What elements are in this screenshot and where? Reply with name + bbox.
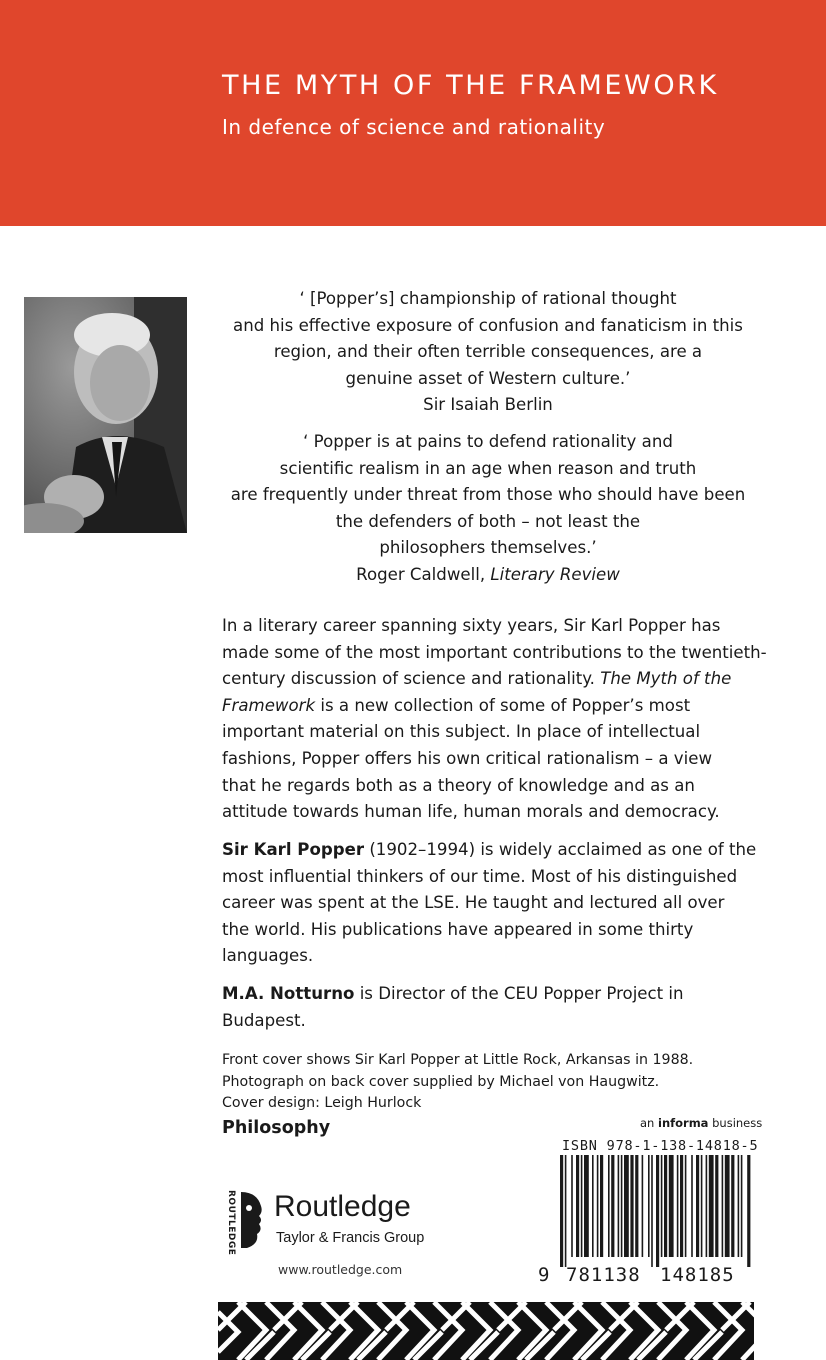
barcode-bar [731, 1155, 734, 1257]
barcode-bar [608, 1155, 610, 1257]
barcode-bar [747, 1155, 750, 1267]
review-quotes [222, 286, 754, 589]
informa-brand: informa [658, 1116, 709, 1130]
text-line: most influential thinkers of our time. Most of his distinguished [222, 866, 738, 886]
quote-caldwell [222, 429, 754, 589]
barcode-bar [661, 1155, 663, 1257]
text-line [222, 666, 762, 693]
publisher-url: www.routledge.com [278, 1262, 403, 1277]
barcode-bar [709, 1155, 714, 1257]
text-run: is a new collection of some of Popper’s most [315, 695, 691, 715]
quote-line: and his effective exposure of confusion and fanaticism in this [233, 315, 743, 335]
barcode-bar [680, 1155, 683, 1257]
author-portrait [24, 297, 187, 533]
quote-line: scientific realism in an age when reason and truth [279, 458, 697, 478]
barcode-bar [560, 1155, 563, 1267]
barcode-bar [685, 1155, 687, 1257]
text-run: is Director of the CEU Popper Project in [354, 984, 684, 1003]
barcode-bar [722, 1155, 724, 1257]
barcode-bars [560, 1155, 750, 1267]
book-subtitle: In defence of science and rationality [222, 115, 606, 139]
subject-category: Philosophy [222, 1118, 331, 1138]
author-bio-popper [222, 837, 762, 970]
zigzag-pattern-icon [218, 1302, 754, 1360]
text-line [222, 981, 762, 1008]
text-line: career was spent at the LSE. He taught and lectured all over [222, 893, 725, 913]
publisher-logo [220, 1190, 460, 1280]
barcode-bar [630, 1155, 633, 1257]
isbn-barcode [536, 1155, 758, 1285]
book-title-italic: Framework [222, 695, 316, 715]
informa-suffix: business [708, 1116, 763, 1130]
barcode-bar [642, 1155, 644, 1257]
barcode-bar [741, 1155, 743, 1257]
text-line: made some of the most important contributions to the twentieth- [222, 642, 767, 662]
informa-tagline [640, 1116, 762, 1130]
barcode-digits-left: 781138 [566, 1264, 641, 1285]
text-line: that he regards both as a theory of knowledge and as an [222, 775, 695, 795]
book-description [222, 613, 767, 826]
barcode-bar [656, 1155, 659, 1267]
cover-header [0, 0, 826, 226]
quote-berlin [222, 286, 754, 419]
quote-line: the defenders of both – not least the [335, 511, 641, 531]
cover-credits [222, 1050, 762, 1115]
barcode-bar [738, 1155, 740, 1257]
barcode-first-digit: 9 [538, 1264, 550, 1285]
editor-bio-notturno [222, 981, 762, 1034]
barcode-bar [651, 1155, 653, 1267]
quote-line: philosophers themselves.’ [379, 538, 597, 558]
barcode-bar [621, 1155, 623, 1257]
text-line [222, 837, 762, 864]
quote-source: Literary Review [490, 564, 620, 584]
quote-author [222, 562, 754, 589]
informa-prefix: an [640, 1116, 658, 1130]
barcode-bar [706, 1155, 708, 1257]
publisher-name: Routledge [274, 1190, 411, 1223]
barcode-bar [648, 1155, 650, 1257]
barcode-bar [701, 1155, 703, 1257]
routledge-head-icon [237, 1190, 265, 1250]
barcode-bar [611, 1155, 614, 1257]
barcode-bar [597, 1155, 599, 1257]
barcode-bar [581, 1155, 583, 1257]
barcode-bar [696, 1155, 699, 1257]
isbn-label: ISBN 978-1-138-14818-5 [562, 1138, 759, 1154]
credit-line: Photograph on back cover supplied by Michael von Haugwitz. [222, 1073, 660, 1090]
quote-author: Sir Isaiah Berlin [423, 395, 553, 415]
barcode-bar [584, 1155, 589, 1257]
publisher-vertical-name: ROUTLEDGE [226, 1190, 236, 1256]
text-line: the world. His publications have appeared in some thirty [222, 919, 694, 939]
barcode-bar [618, 1155, 620, 1257]
barcode-bar [576, 1155, 579, 1257]
text-line: fashions, Popper offers his own critical rationalism – a view [222, 748, 713, 768]
quote-line: ‘ Popper is at pains to defend rationality and [303, 431, 673, 451]
barcode-bar [715, 1155, 718, 1257]
text-run: century discussion of science and rationality. [222, 669, 601, 689]
barcode-bar [691, 1155, 693, 1257]
barcode-digits-right: 148185 [660, 1264, 735, 1285]
text-line: languages. [222, 946, 314, 966]
credit-line: Front cover shows Sir Karl Popper at Little Rock, Arkansas in 1988. [222, 1052, 694, 1068]
text-line: In a literary career spanning sixty years, Sir Karl Popper has [222, 616, 721, 635]
editor-name: M.A. Notturno [222, 984, 355, 1003]
barcode-bar [635, 1155, 638, 1257]
decorative-pattern [218, 1302, 754, 1360]
barcode-bar [664, 1155, 667, 1257]
barcode-bar [624, 1155, 629, 1257]
book-title: THE MYTH OF THE FRAMEWORK [222, 70, 719, 101]
text-line [222, 693, 762, 720]
quote-line: ‘ [Popper’s] championship of rational thought [299, 289, 677, 308]
author-name: Sir Karl Popper [222, 840, 365, 859]
publisher-group: Taylor & Francis Group [276, 1230, 425, 1246]
text-line: attitude towards human life, human morals and democracy. [222, 802, 720, 822]
barcode-bar [565, 1155, 567, 1267]
text-line: important material on this subject. In place of intellectual [222, 722, 701, 742]
barcode-bar [725, 1155, 730, 1257]
quote-line: genuine asset of Western culture.’ [345, 368, 631, 388]
barcode-bar [571, 1155, 573, 1257]
quote-line: region, and their often terrible consequences, are a [273, 342, 703, 362]
text-line: Budapest. [222, 1010, 306, 1030]
book-title-italic: The Myth of the [600, 669, 732, 689]
barcode-bar [592, 1155, 594, 1257]
quote-line: are frequently under threat from those who should have been [230, 485, 746, 505]
barcode-bar [600, 1155, 603, 1257]
text-run: (1902–1994) is widely acclaimed as one of the [364, 840, 757, 859]
barcode-bar [677, 1155, 679, 1257]
quote-author-name: Roger Caldwell, [356, 564, 491, 584]
credit-line: Cover design: Leigh Hurlock [222, 1095, 422, 1111]
portrait-photo-icon [24, 297, 187, 533]
barcode-bar [669, 1155, 674, 1257]
